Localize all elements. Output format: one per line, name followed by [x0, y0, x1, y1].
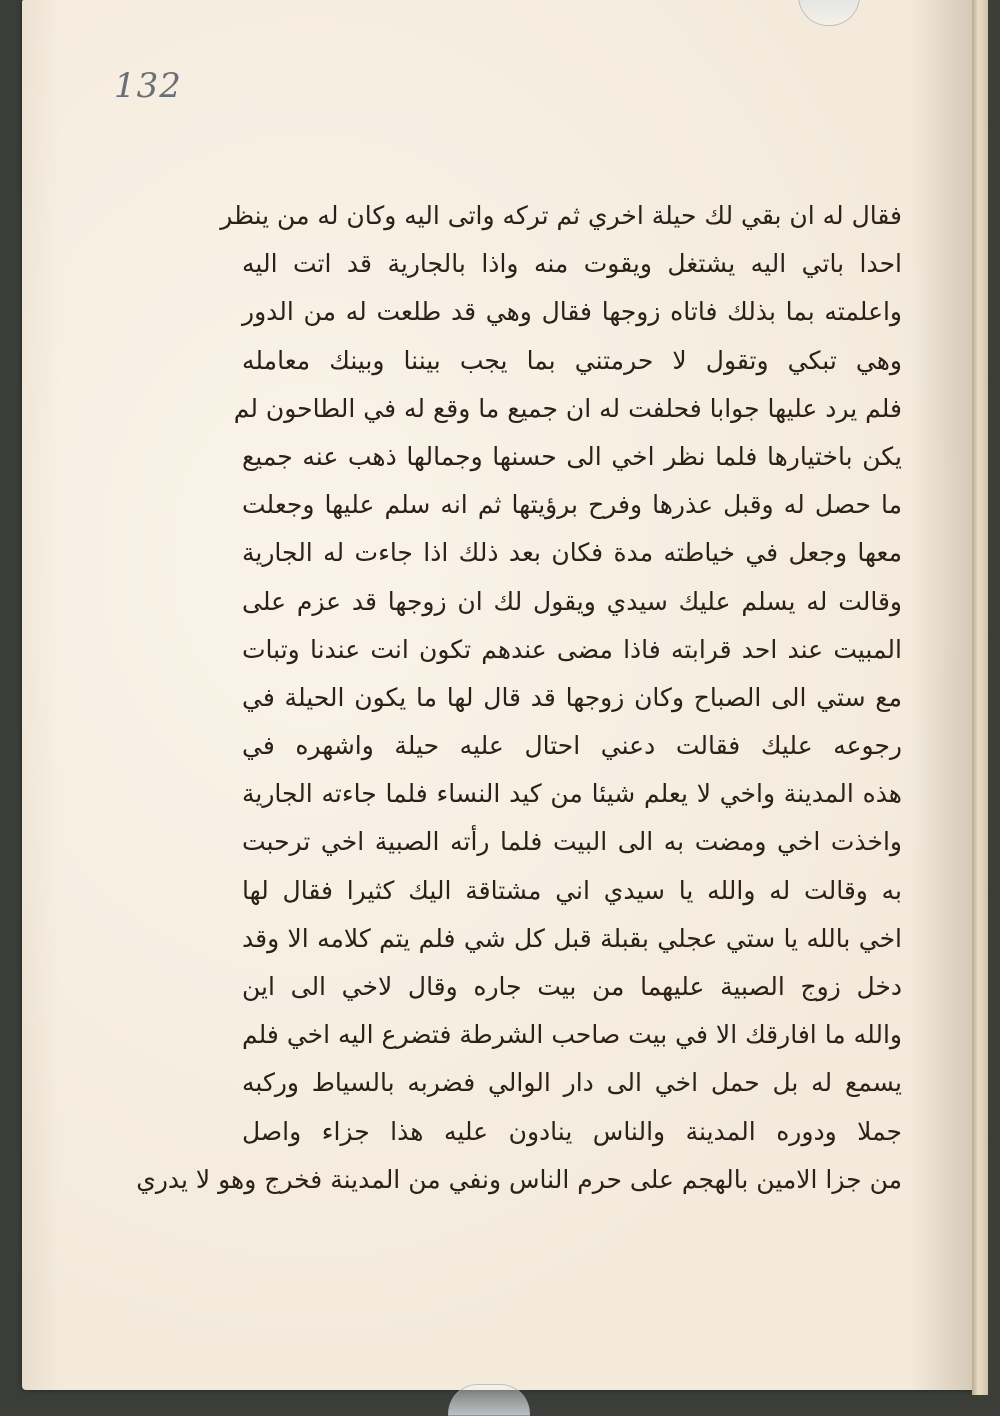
manuscript-line: من جزا الامين بالهجم على حرم الناس ونفي من المدينة فخرج وهو لا يدري: [136, 1164, 902, 1194]
manuscript-line: وقالت له يسلم عليك سيدي ويقول لك ان زوجها قد عزم على: [242, 586, 902, 616]
manuscript-line: يسمع له بل حمل اخي الى دار الوالي فضربه بالسياط وركبه: [242, 1068, 902, 1098]
folio-number: 132: [114, 66, 182, 106]
manuscript-line: به وقالت له والله يا سيدي اني مشتاقة اليك كثيرا فقال لها: [242, 875, 902, 905]
manuscript-line: رجوعه عليك فقالت دعني احتال عليه حيلة واشهره في: [242, 731, 902, 761]
manuscript-line: معها وجعل في خياطته مدة فكان بعد ذلك اذا جاءت له الجارية: [242, 538, 902, 568]
manuscript-line: هذه المدينة واخي لا يعلم شيئا من كيد النساء فلما جاءته الجارية: [242, 779, 902, 809]
manuscript-line: احدا باتي اليه يشتغل ويقوت منه واذا بالجارية قد اتت اليه: [242, 249, 902, 279]
manuscript-line: فقال له ان بقي لك حيلة اخري ثم تركه واتى اليه وكان له من ينظر: [220, 201, 902, 230]
manuscript-line: المبيت عند احد قرابته فاذا مضى عندهم تكون انت عندنا وتبات: [242, 634, 902, 664]
manuscript-line: مع ستي الى الصباح وكان زوجها قد قال لها ما يكون الحيلة في: [242, 682, 902, 712]
manuscript-line: دخل زوج الصبية عليهما من بيت جاره وقال لاخي الى اين: [242, 972, 902, 1001]
manuscript-line: يكن باختيارها فلما نظر اخي الى حسنها وجمالها ذهب عنه جميع: [242, 441, 902, 471]
manuscript-line: وهي تبكي وتقول لا حرمتني بما يجب بيننا وبينك معامله: [242, 345, 902, 375]
manuscript-page: [22, 0, 978, 1390]
manuscript-line: ما حصل له وقبل عذرها وفرح برؤيتها ثم انه سلم عليها وجعلت: [242, 490, 902, 520]
page-edge: [972, 0, 988, 1395]
manuscript-line: اخي بالله يا ستي عجلي بقبلة قبل كل شي فلم يتم كلامه الا وقد: [242, 923, 902, 953]
manuscript-line: والله ما افارقك الا في بيت صاحب الشرطة فتضرع اليه اخي فلم: [242, 1020, 902, 1050]
manuscript-line: واخذت اخي ومضت به الى البيت فلما رأته الصبية اخي ترحبت: [242, 827, 902, 857]
glass-weight-bottom: [448, 1384, 530, 1416]
manuscript-text-block: [136, 192, 902, 1204]
manuscript-line: فلم يرد عليها جوابا فحلفت له ان جميع ما وقع له في الطاحون لم: [233, 393, 902, 423]
manuscript-line: واعلمته بما بذلك فاتاه زوجها فقال وهي قد طلعت له من الدور: [242, 297, 902, 327]
manuscript-line: جملا ودوره المدينة والناس ينادون عليه هذا جزاء واصل: [242, 1116, 902, 1146]
